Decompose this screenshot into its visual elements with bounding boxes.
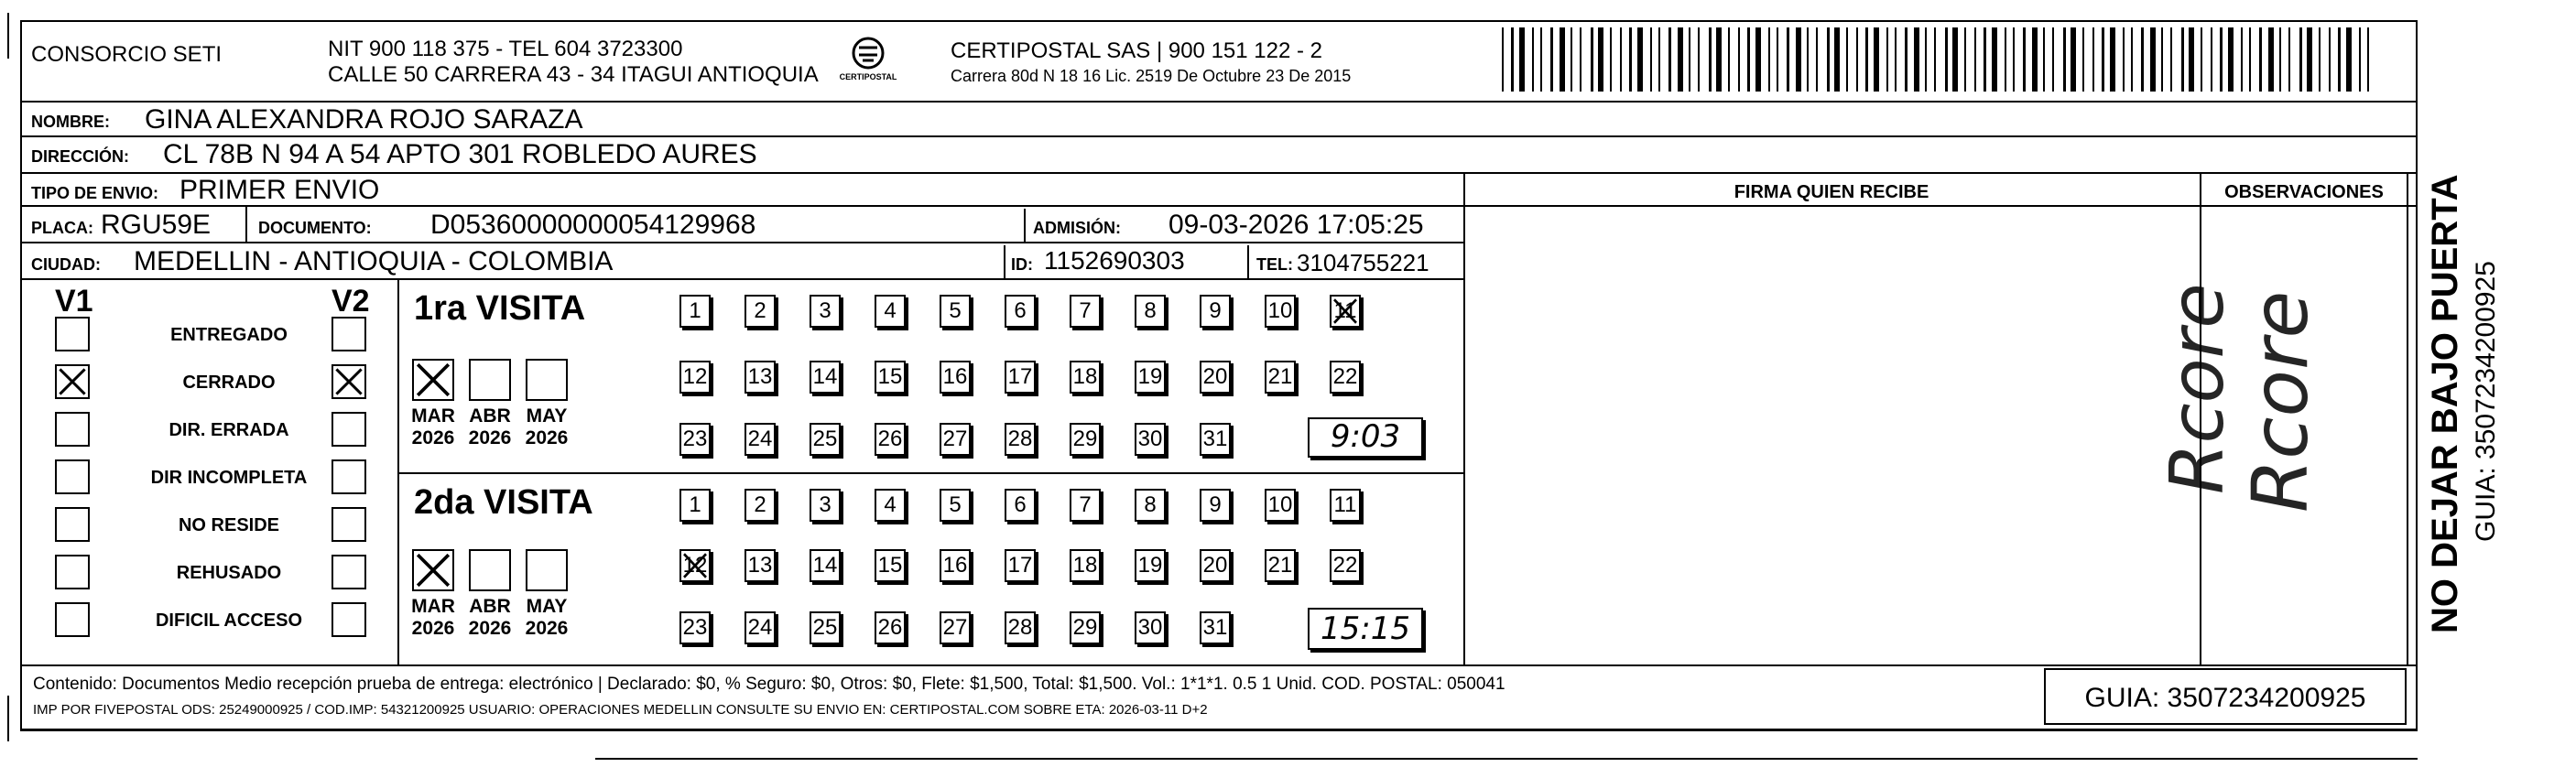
status-label: DIFICIL ACCESO	[155, 610, 302, 631]
status-label: DIR INCOMPLETA	[150, 468, 308, 488]
day-box[interactable]: 8	[1135, 295, 1166, 328]
v1-header: V1	[55, 284, 93, 319]
footer-line2: IMP POR FIVEPOSTAL ODS: 25249000925 / COD.IMP: 54321200925 USUARIO: OPERACIONES MEDELLIN CONSULTE SU ENVIO EN: CERTIPOSTAL.COM SOBRE ETA: 2026-03-11 D+2	[33, 702, 1208, 718]
day-box[interactable]: 30	[1135, 611, 1166, 644]
footer-line1: Contenido: Documentos Medio recepción prueba de entrega: electrónico | Declarado: $0, % Seguro: $0, Otros: $0, Flete: $1,500, Total: $1,500. Vol.: 1*1*1. 0.5 1 Unid. COD. POSTAL: 050041	[33, 675, 1505, 694]
day-box[interactable]: 14	[810, 549, 841, 582]
company-name: CONSORCIO SETI	[31, 42, 223, 67]
month-label: ABR	[469, 405, 511, 427]
day-box[interactable]: 8	[1135, 489, 1166, 522]
nit-line: NIT 900 118 375 - TEL 604 3723300	[328, 37, 683, 61]
row-line-2	[20, 135, 2418, 137]
barcode	[1502, 27, 2372, 92]
certipostal-line1: CERTIPOSTAL SAS | 900 151 122 - 2	[951, 38, 1322, 63]
certipostal-line2: Carrera 80d N 18 16 Lic. 2519 De Octubre 23 De 2015	[951, 67, 1352, 85]
side-guia: GUIA: 3507234200925	[2471, 261, 2501, 542]
side-warning: NO DEJAR BAJO PUERTA	[2425, 174, 2465, 633]
day-box[interactable]: 4	[875, 295, 906, 328]
status-label: CERRADO	[182, 373, 276, 393]
month-label: MAY	[526, 596, 568, 617]
visita1-time-box	[1308, 417, 1423, 458]
ciudad-label: CIUDAD:	[31, 255, 101, 274]
day-box[interactable]: 13	[745, 549, 776, 582]
month-label: MAY	[526, 405, 568, 427]
day-box[interactable]: 24	[745, 611, 776, 644]
visita2-time: 15:15	[1321, 610, 1410, 647]
day-box[interactable]: 29	[1070, 611, 1101, 644]
footer-guia: GUIA: 3507234200925	[2084, 683, 2366, 713]
certipostal-logo	[831, 33, 905, 93]
visita1-time: 9:03	[1330, 418, 1401, 455]
day-box[interactable]: 16	[940, 361, 971, 394]
day-box[interactable]: 9	[1200, 295, 1231, 328]
status-v2-checkbox[interactable]	[332, 412, 366, 447]
status-v2-checkbox[interactable]	[332, 459, 366, 494]
observation-handwriting-2: Rcore	[2235, 290, 2325, 513]
month-label: MAR	[411, 405, 455, 427]
month-year: 2026	[468, 618, 512, 639]
day-box[interactable]: 19	[1135, 361, 1166, 394]
status-v2-checkbox[interactable]	[332, 317, 366, 351]
status-v2-checkbox[interactable]	[332, 555, 366, 589]
day-box[interactable]: 26	[875, 423, 906, 456]
day-box[interactable]: 14	[810, 361, 841, 394]
corner-mark-2	[7, 696, 9, 741]
day-box[interactable]: 25	[810, 423, 841, 456]
tel-divider	[1247, 245, 1249, 278]
day-box[interactable]: 13	[745, 361, 776, 394]
ciudad-value: MEDELLIN - ANTIOQUIA - COLOMBIA	[134, 246, 614, 276]
placa-divider	[245, 205, 247, 242]
status-label: ENTREGADO	[170, 325, 288, 345]
day-box[interactable]: 6	[1005, 295, 1036, 328]
observaciones-header: OBSERVACIONES	[2224, 182, 2384, 202]
row-line-firma	[1463, 205, 2416, 207]
day-box[interactable]: 25	[810, 611, 841, 644]
id-label: ID:	[1011, 255, 1033, 274]
visita1-title: 1ra VISITA	[414, 289, 586, 328]
day-box[interactable]: 27	[940, 423, 971, 456]
status-v1-checkbox[interactable]	[55, 555, 90, 589]
month-label: MAR	[411, 596, 455, 617]
tipo-value: PRIMER ENVIO	[179, 175, 380, 205]
day-box[interactable]: 22	[1330, 361, 1361, 394]
day-box[interactable]: 29	[1070, 423, 1101, 456]
admision-value: 09-03-2026 17:05:25	[1168, 210, 1424, 240]
day-box[interactable]: 24	[745, 423, 776, 456]
tel-value: 3104755221	[1297, 249, 1429, 276]
row-line-6	[20, 278, 1465, 280]
day-box[interactable]: 28	[1005, 611, 1036, 644]
frame-bottom	[20, 729, 2418, 731]
month-year: 2026	[468, 427, 512, 448]
day-box[interactable]: 7	[1070, 489, 1101, 522]
month-checkbox[interactable]	[526, 359, 568, 401]
day-box[interactable]: 2	[745, 295, 776, 328]
status-v1-checkbox[interactable]	[55, 459, 90, 494]
status-label: NO RESIDE	[178, 515, 280, 535]
day-box[interactable]: 17	[1005, 549, 1036, 582]
documento-label: DOCUMENTO:	[258, 219, 372, 237]
day-box[interactable]: 4	[875, 489, 906, 522]
day-box[interactable]: 31	[1200, 423, 1231, 456]
day-box[interactable]: 10	[1265, 489, 1296, 522]
frame-top	[20, 20, 2418, 22]
day-box[interactable]: 6	[1005, 489, 1036, 522]
admision-divider	[1024, 209, 1026, 242]
bottom-shadow-line	[595, 758, 2418, 760]
obs-right-line	[2407, 172, 2408, 664]
address-value: CL 78B N 94 A 54 APTO 301 ROBLEDO AURES	[163, 139, 757, 169]
day-box[interactable]: 9	[1200, 489, 1231, 522]
status-v2-checkbox[interactable]	[332, 507, 366, 542]
row-line-3	[20, 172, 2418, 174]
status-v1-checkbox[interactable]	[55, 412, 90, 447]
day-box[interactable]: 18	[1070, 361, 1101, 394]
admision-label: ADMISIÓN:	[1033, 219, 1121, 237]
day-box[interactable]: 11	[1330, 489, 1361, 522]
firma-header: FIRMA QUIEN RECIBE	[1734, 182, 1929, 202]
row-line-4	[20, 205, 1465, 207]
day-box[interactable]: 1	[679, 295, 711, 328]
month-year: 2026	[411, 427, 455, 448]
day-box[interactable]: 20	[1200, 361, 1231, 394]
row-line-1	[20, 101, 2418, 103]
status-v1-checkbox[interactable]	[55, 364, 90, 399]
month-checkbox[interactable]	[469, 549, 511, 591]
month-year: 2026	[411, 618, 455, 639]
firma-left-line	[1463, 172, 1465, 664]
status-label: REHUSADO	[176, 563, 282, 583]
day-box[interactable]: 20	[1200, 549, 1231, 582]
day-box[interactable]: 5	[940, 489, 971, 522]
status-label: DIR. ERRADA	[168, 420, 289, 440]
address-label: DIRECCIÓN:	[31, 147, 129, 166]
placa-label: PLACA:	[31, 219, 93, 237]
tel-label: TEL:	[1256, 255, 1293, 274]
day-box[interactable]: 31	[1200, 611, 1231, 644]
footer-line	[20, 664, 2418, 666]
corner-mark	[7, 13, 9, 59]
day-box[interactable]: 23	[679, 611, 711, 644]
day-box[interactable]: 7	[1070, 295, 1101, 328]
visita2-time-box	[1308, 608, 1423, 650]
month-checkbox[interactable]	[412, 549, 454, 591]
day-box[interactable]: 15	[875, 361, 906, 394]
status-v1-checkbox[interactable]	[55, 507, 90, 542]
status-v2-checkbox[interactable]	[332, 364, 366, 399]
status-v2-checkbox[interactable]	[332, 602, 366, 637]
status-v1-checkbox[interactable]	[55, 317, 90, 351]
day-box[interactable]: 10	[1265, 295, 1296, 328]
visita-divider	[397, 472, 1465, 474]
day-box[interactable]: 11	[1330, 295, 1361, 328]
day-box[interactable]: 19	[1135, 549, 1166, 582]
day-box[interactable]: 18	[1070, 549, 1101, 582]
v2-header: V2	[332, 284, 370, 319]
day-box[interactable]: 26	[875, 611, 906, 644]
placa-value: RGU59E	[101, 210, 212, 240]
day-box[interactable]: 12	[679, 361, 711, 394]
visita2-title: 2da VISITA	[414, 483, 593, 522]
day-box[interactable]: 23	[679, 423, 711, 456]
logo-text: CERTIPOSTAL	[839, 72, 897, 81]
month-year: 2026	[525, 618, 569, 639]
day-box[interactable]: 28	[1005, 423, 1036, 456]
row-line-5	[20, 242, 1465, 243]
frame-left	[20, 20, 22, 730]
footer-guia-box	[2044, 668, 2407, 725]
tipo-label: TIPO DE ENVIO:	[31, 184, 159, 202]
day-box[interactable]: 21	[1265, 361, 1296, 394]
day-box[interactable]: 3	[810, 489, 841, 522]
month-checkbox[interactable]	[412, 359, 454, 401]
day-box[interactable]: 12	[679, 549, 711, 582]
address-line: CALLE 50 CARRERA 43 - 34 ITAGUI ANTIOQUIA	[328, 62, 819, 87]
month-year: 2026	[525, 427, 569, 448]
day-box[interactable]: 2	[745, 489, 776, 522]
day-box[interactable]: 22	[1330, 549, 1361, 582]
day-box[interactable]: 1	[679, 489, 711, 522]
month-checkbox[interactable]	[469, 359, 511, 401]
day-box[interactable]: 27	[940, 611, 971, 644]
name-value: GINA ALEXANDRA ROJO SARAZA	[145, 104, 583, 135]
id-divider	[1004, 245, 1005, 278]
status-v1-checkbox[interactable]	[55, 602, 90, 637]
id-value: 1152690303	[1044, 246, 1185, 275]
name-label: NOMBRE:	[31, 113, 110, 131]
day-box[interactable]: 3	[810, 295, 841, 328]
month-label: ABR	[469, 596, 511, 617]
status-divider	[397, 278, 399, 664]
month-checkbox[interactable]	[526, 549, 568, 591]
day-box[interactable]: 21	[1265, 549, 1296, 582]
day-box[interactable]: 5	[940, 295, 971, 328]
day-box[interactable]: 16	[940, 549, 971, 582]
documento-value: D05360000000054129968	[430, 210, 756, 240]
day-box[interactable]: 17	[1005, 361, 1036, 394]
day-box[interactable]: 30	[1135, 423, 1166, 456]
frame-right	[2416, 20, 2418, 730]
observation-handwriting-1: Rcore	[2155, 283, 2240, 494]
day-box[interactable]: 15	[875, 549, 906, 582]
